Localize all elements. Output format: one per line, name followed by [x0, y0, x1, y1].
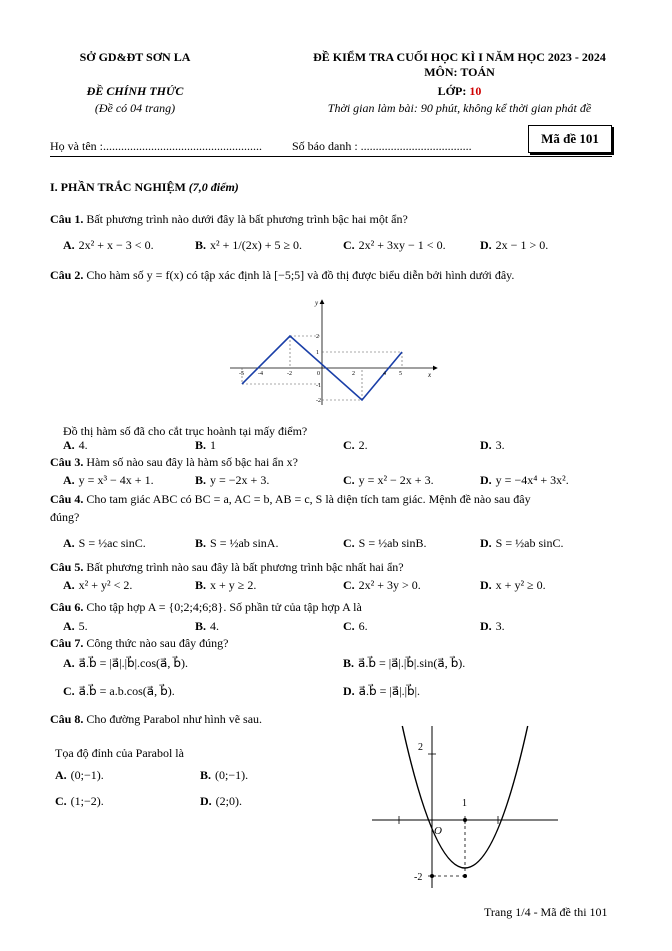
ytick-neg2: -2 — [414, 872, 423, 883]
q8-option-b[interactable]: B. (0;−1). — [200, 768, 249, 782]
q8-option-c[interactable]: C. (1;−2). — [55, 794, 104, 808]
xtick-label: -2 — [287, 371, 292, 377]
q4-option-c[interactable]: C. S = ½ab sinB. — [343, 536, 427, 550]
name-field-label: Họ và tên :..................................................... — [50, 139, 262, 153]
class-line: LỚP: 10 — [437, 84, 482, 98]
section-title: I. PHẦN TRẮC NGHIỆM (7,0 điểm) — [50, 180, 239, 194]
q3-option-c[interactable]: C. y = x² − 2x + 3. — [343, 473, 434, 487]
xtick-1: 1 — [462, 798, 467, 809]
q2-option-d[interactable]: D. 3. — [480, 438, 505, 452]
q7-option-a[interactable]: A. a⃗.b⃗ = |a⃗|.|b⃗|.cos(a⃗, b⃗). — [63, 656, 188, 670]
q6-option-d[interactable]: D. 3. — [480, 619, 505, 633]
q7-option-d[interactable]: D. a⃗.b⃗ = |a⃗|.|b⃗|. — [343, 684, 420, 698]
q5-option-c[interactable]: C. 2x² + 3y > 0. — [343, 578, 421, 592]
q6-option-c[interactable]: C. 6. — [343, 619, 368, 633]
q1-option-a[interactable]: A. 2x² + x − 3 < 0. — [63, 238, 154, 252]
xtick-label: 4 — [383, 371, 386, 377]
function-graph — [225, 295, 445, 410]
org-name: SỞ GD&ĐT SƠN LA — [79, 50, 191, 64]
exam-code-box: Mã đề 101 — [528, 125, 612, 153]
ytick-2: 2 — [418, 742, 423, 753]
origin-label: O — [434, 825, 442, 837]
question-4-cont: đúng? — [50, 510, 80, 524]
x-axis-label: x — [428, 371, 432, 379]
subject: MÔN: TOÁN — [424, 65, 495, 79]
page-footer: Trang 1/4 - Mã đề thi 101 — [484, 905, 608, 919]
question-3: Câu 3. Hàm số nào sau đây là hàm số bậc hai ẩn x? — [50, 455, 298, 469]
q7-option-b[interactable]: B. a⃗.b⃗ = |a⃗|.|b⃗|.sin(a⃗, b⃗). — [343, 656, 466, 670]
q3-option-a[interactable]: A. y = x³ − 4x + 1. — [63, 473, 154, 487]
divider — [50, 156, 612, 157]
q8-option-a[interactable]: A. (0;−1). — [55, 768, 104, 782]
q5-option-d[interactable]: D. x + y² ≥ 0. — [480, 578, 546, 592]
q6-option-b[interactable]: B. 4. — [195, 619, 220, 633]
xtick-label: 2 — [352, 371, 355, 377]
exam-title: ĐỀ KIỂM TRA CUỐI HỌC KÌ I NĂM HỌC 2023 - 2024 — [313, 50, 606, 64]
ytick-label: 2 — [316, 334, 319, 340]
q5-option-b[interactable]: B. x + y ≥ 2. — [195, 578, 257, 592]
q1-option-d[interactable]: D. 2x − 1 > 0. — [480, 238, 549, 252]
ytick-label: -1 — [316, 383, 321, 389]
q2-option-b[interactable]: B. 1 — [195, 438, 217, 452]
question-6: Câu 6. Cho tập hợp A = {0;2;4;6;8}. Số phần tử của tập hợp A là — [50, 600, 362, 614]
question-8: Câu 8. Cho đường Parabol như hình vẽ sau. — [50, 712, 263, 726]
q8-option-d[interactable]: D. (2;0). — [200, 794, 242, 808]
q3-option-d[interactable]: D. y = −4x⁴ + 3x². — [480, 473, 569, 487]
y-axis-label: y — [315, 299, 319, 307]
q2-option-c[interactable]: C. 2. — [343, 438, 368, 452]
question-7: Câu 7. Công thức nào sau đây đúng? — [50, 636, 229, 650]
question-4: Câu 4. Cho tam giác ABC có BC = a, AC = b, AB = c, S là diện tích tam giác. Mệnh đề nào sau đây — [50, 492, 531, 506]
xtick-label: -4 — [258, 371, 263, 377]
question-8-prompt: Tọa độ đỉnh của Parabol là — [55, 746, 184, 760]
ytick-label: -2 — [316, 398, 321, 404]
time-note: Thời gian làm bài: 90 phút, không kể thời gian phát đề — [327, 101, 592, 115]
student-id-label: Số báo danh : ..................................... — [292, 139, 472, 153]
xtick-label: -5 — [239, 371, 244, 377]
page-count: (Đề có 04 trang) — [94, 101, 176, 115]
question-5: Câu 5. Bất phương trình nào sau đây là bất phương trình bậc nhất hai ẩn? — [50, 560, 404, 574]
q4-option-b[interactable]: B. S = ½ab sinA. — [195, 536, 279, 550]
xtick-label: 0 — [317, 371, 320, 377]
q4-option-d[interactable]: D. S = ½ab sinC. — [480, 536, 564, 550]
ytick-label: 1 — [316, 350, 319, 356]
q5-option-a[interactable]: A. x² + y² < 2. — [63, 578, 133, 592]
q6-option-a[interactable]: A. 5. — [63, 619, 88, 633]
q2-option-a[interactable]: A. 4. — [63, 438, 88, 452]
q4-option-a[interactable]: A. S = ½ac sinC. — [63, 536, 146, 550]
xtick-label: 5 — [399, 371, 402, 377]
question-2-prompt: Đồ thị hàm số đã cho cắt trục hoành tại mấy điểm? — [63, 424, 308, 438]
question-1: Câu 1. Bất phương trình nào dưới đây là bất phương trình bậc hai một ẩn? — [50, 212, 408, 226]
parabola-graph — [370, 722, 560, 892]
q3-option-b[interactable]: B. y = −2x + 3. — [195, 473, 270, 487]
q7-option-c[interactable]: C. a⃗.b⃗ = a.b.cos(a⃗, b⃗). — [63, 684, 175, 698]
q1-option-b[interactable]: B. x² + 1/(2x) + 5 ≥ 0. — [195, 238, 303, 252]
question-2: Câu 2. Cho hàm số y = f(x) có tập xác định là [−5;5] và đồ thị được biểu diễn bởi hình dưới đây. — [50, 268, 515, 282]
official-label: ĐỀ CHÍNH THỨC — [86, 84, 184, 98]
q1-option-c[interactable]: C. 2x² + 3xy − 1 < 0. — [343, 238, 446, 252]
